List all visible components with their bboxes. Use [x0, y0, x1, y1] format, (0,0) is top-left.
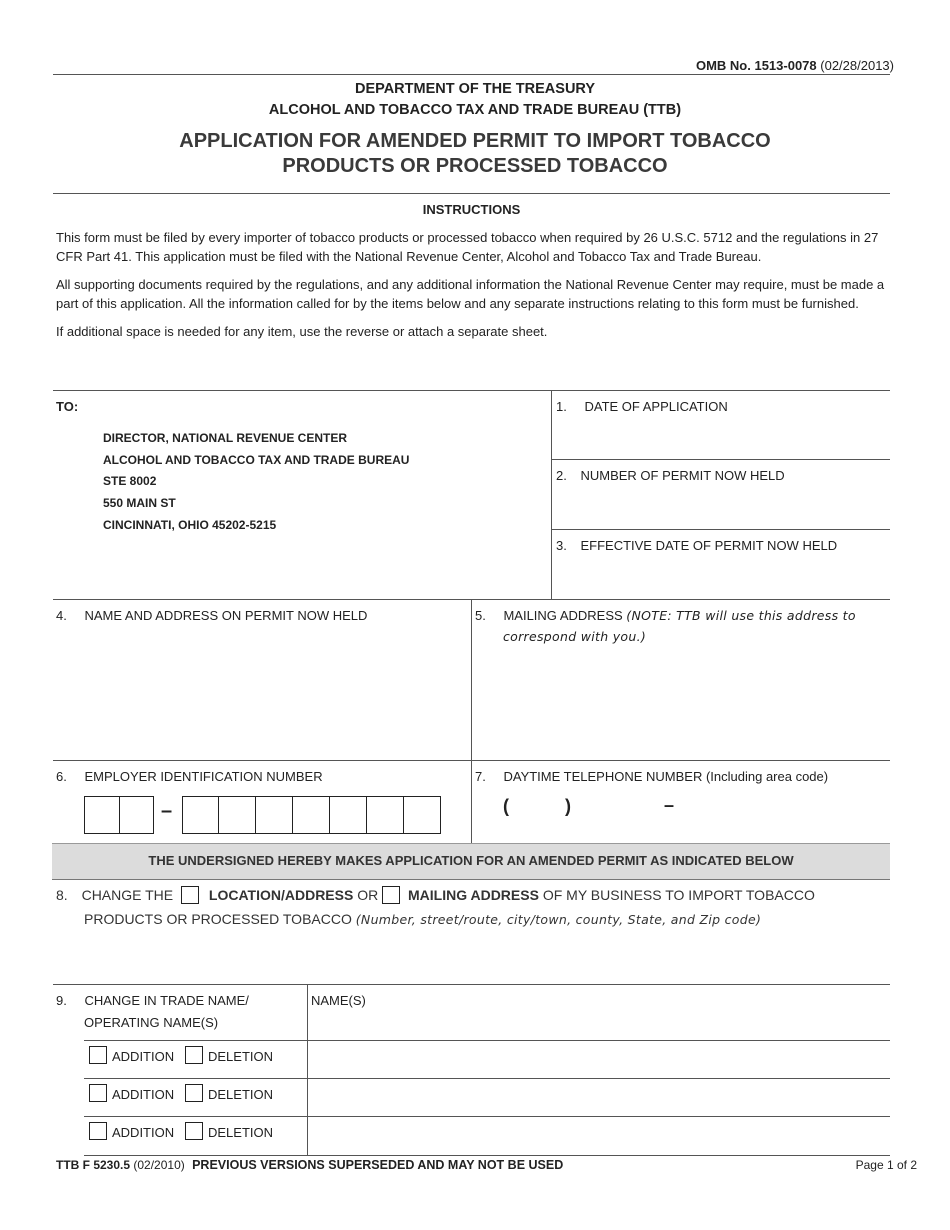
row-3-deletion-label: DELETION — [208, 1125, 274, 1140]
omb-number: OMB No. 1513-0078 (02/28/2013) — [695, 58, 894, 73]
to-column-divider — [551, 390, 552, 599]
row-2-deletion-checkbox[interactable] — [185, 1084, 203, 1102]
phone-area-open-paren: ( — [503, 796, 509, 816]
item-2-rule — [551, 529, 890, 530]
instructions-paragraph-3: If additional space is needed for any item, use the reverse or attach a separate sheet. — [56, 324, 548, 339]
phone-area-close-paren: ) — [565, 796, 571, 816]
ein-digit-divider-5 — [366, 796, 367, 834]
to-address-line-4: 550 MAIN ST — [103, 496, 176, 510]
item-2[interactable]: 2. NUMBER OF PERMIT NOW HELD — [556, 468, 785, 483]
row-3-deletion-checkbox[interactable] — [185, 1122, 203, 1140]
phone-line-field[interactable] — [688, 794, 838, 820]
instructions-body — [56, 228, 886, 341]
row-3-addition-checkbox[interactable] — [89, 1122, 107, 1140]
phone-dash: – — [664, 795, 675, 815]
item-9: 9. CHANGE IN TRADE NAME/ — [56, 993, 249, 1008]
phone-area-code-field[interactable] — [520, 794, 562, 820]
to-address-line-5: CINCINNATI, OHIO 45202-5215 — [103, 518, 277, 532]
row-1-addition-checkbox[interactable] — [89, 1046, 107, 1064]
item-9-divider — [307, 984, 308, 1155]
ein-digit-divider-3 — [292, 796, 293, 834]
item-9-row-rule-3 — [84, 1116, 890, 1117]
item-7: 7. DAYTIME TELEPHONE NUMBER (Including area code) — [475, 769, 829, 784]
bureau-name: ALCOHOL AND TOBACCO TAX AND TRADE BUREAU (TTB) — [268, 102, 682, 118]
new-address-field[interactable] — [84, 934, 890, 980]
row-2-name-field[interactable] — [312, 1082, 886, 1112]
row-3-addition-label: ADDITION — [112, 1125, 175, 1140]
ein-digit-divider-2 — [255, 796, 256, 834]
items-4-5-divider — [471, 599, 472, 843]
item-6: 6. EMPLOYER IDENTIFICATION NUMBER — [56, 769, 323, 784]
ein-digit-divider-6 — [403, 796, 404, 834]
item-9-row-rule-2 — [84, 1078, 890, 1079]
location-address-checkbox[interactable] — [181, 886, 199, 904]
form-title-line1: APPLICATION FOR AMENDED PERMIT TO IMPORT TOBACCO — [179, 130, 771, 152]
ein-prefix-divider — [119, 796, 120, 834]
item-1[interactable]: 1. DATE OF APPLICATION — [556, 399, 728, 414]
phone-prefix-field[interactable] — [585, 794, 660, 820]
form-title-line2: PRODUCTS OR PROCESSED TOBACCO — [282, 155, 668, 177]
ein-dash: – — [161, 800, 173, 822]
item-9-row-rule-4 — [84, 1155, 890, 1156]
mailing-address-checkbox[interactable] — [382, 886, 400, 904]
to-address-line-1: DIRECTOR, NATIONAL REVENUE CENTER — [103, 431, 348, 445]
ein-digit-divider-1 — [218, 796, 219, 834]
row-2-addition-checkbox[interactable] — [89, 1084, 107, 1102]
row-1-addition-label: ADDITION — [112, 1049, 175, 1064]
to-address-line-3: STE 8002 — [103, 474, 157, 488]
ein-digit-divider-4 — [329, 796, 330, 834]
row-2-deletion-label: DELETION — [208, 1087, 274, 1102]
item-9-label-line-2: OPERATING NAME(S) — [84, 1015, 219, 1030]
item-5[interactable]: 5. MAILING ADDRESS (NOTE: TTB will use this address to — [475, 608, 856, 623]
instructions-rule — [53, 390, 890, 391]
item-8-bottom-rule — [53, 984, 890, 985]
item-3[interactable]: 3. EFFECTIVE DATE OF PERMIT NOW HELD — [556, 538, 838, 553]
items-4-5-bottom-rule — [53, 760, 890, 761]
header-rule — [53, 74, 890, 75]
item-4[interactable]: 4. NAME AND ADDRESS ON PERMIT NOW HELD — [56, 608, 368, 623]
application-banner: THE UNDERSIGNED HEREBY MAKES APPLICATION FOR AN AMENDED PERMIT AS INDICATED BELOW — [52, 843, 890, 880]
item-9-row-rule-1 — [84, 1040, 890, 1041]
item-8-line-2: PRODUCTS OR PROCESSED TOBACCO (Number, street/route, city/town, county, State, and Zip code) — [84, 911, 762, 927]
item-8: 8. CHANGE THE LOCATION/ADDRESS OR MAILING ADDRESS OF MY BUSINESS TO IMPORT TOBACCO — [56, 887, 815, 903]
page-number: Page 1 of 2 — [855, 1158, 917, 1172]
row-2-addition-label: ADDITION — [112, 1087, 175, 1102]
row-1-deletion-checkbox[interactable] — [185, 1046, 203, 1064]
item-5-note: correspond with you.) — [503, 629, 647, 644]
names-column-header: NAME(S) — [311, 993, 366, 1008]
to-address-line-2: ALCOHOL AND TOBACCO TAX AND TRADE BUREAU — [103, 453, 410, 467]
to-label: TO: — [56, 399, 79, 414]
instructions-paragraph-1: This form must be filed by every importer of tobacco products or processed tobacco when required by 26 U.S.C. 5712 and the regulations in 27 CFR Part 41. This application must be filed with the National Revenue Center, Alcohol and Tobacco Tax and Trade Bureau. — [56, 230, 879, 264]
row-3-name-field[interactable] — [312, 1120, 886, 1150]
row-1-name-field[interactable] — [312, 1044, 886, 1074]
department-name: DEPARTMENT OF THE TREASURY — [354, 81, 596, 97]
form-identifier: TTB F 5230.5 (02/2010) PREVIOUS VERSIONS SUPERSEDED AND MAY NOT BE USED — [56, 1158, 564, 1172]
title-rule — [53, 193, 890, 194]
row-1-deletion-label: DELETION — [208, 1049, 274, 1064]
item-1-rule — [551, 459, 890, 460]
instructions-paragraph-2: All supporting documents required by the regulations, and any additional information the National Revenue Center may require, must be made a part of this application. All the information called for by the items below and any separate instructions relating to this form must be furnished. — [56, 277, 885, 311]
instructions-heading: INSTRUCTIONS — [422, 202, 521, 217]
